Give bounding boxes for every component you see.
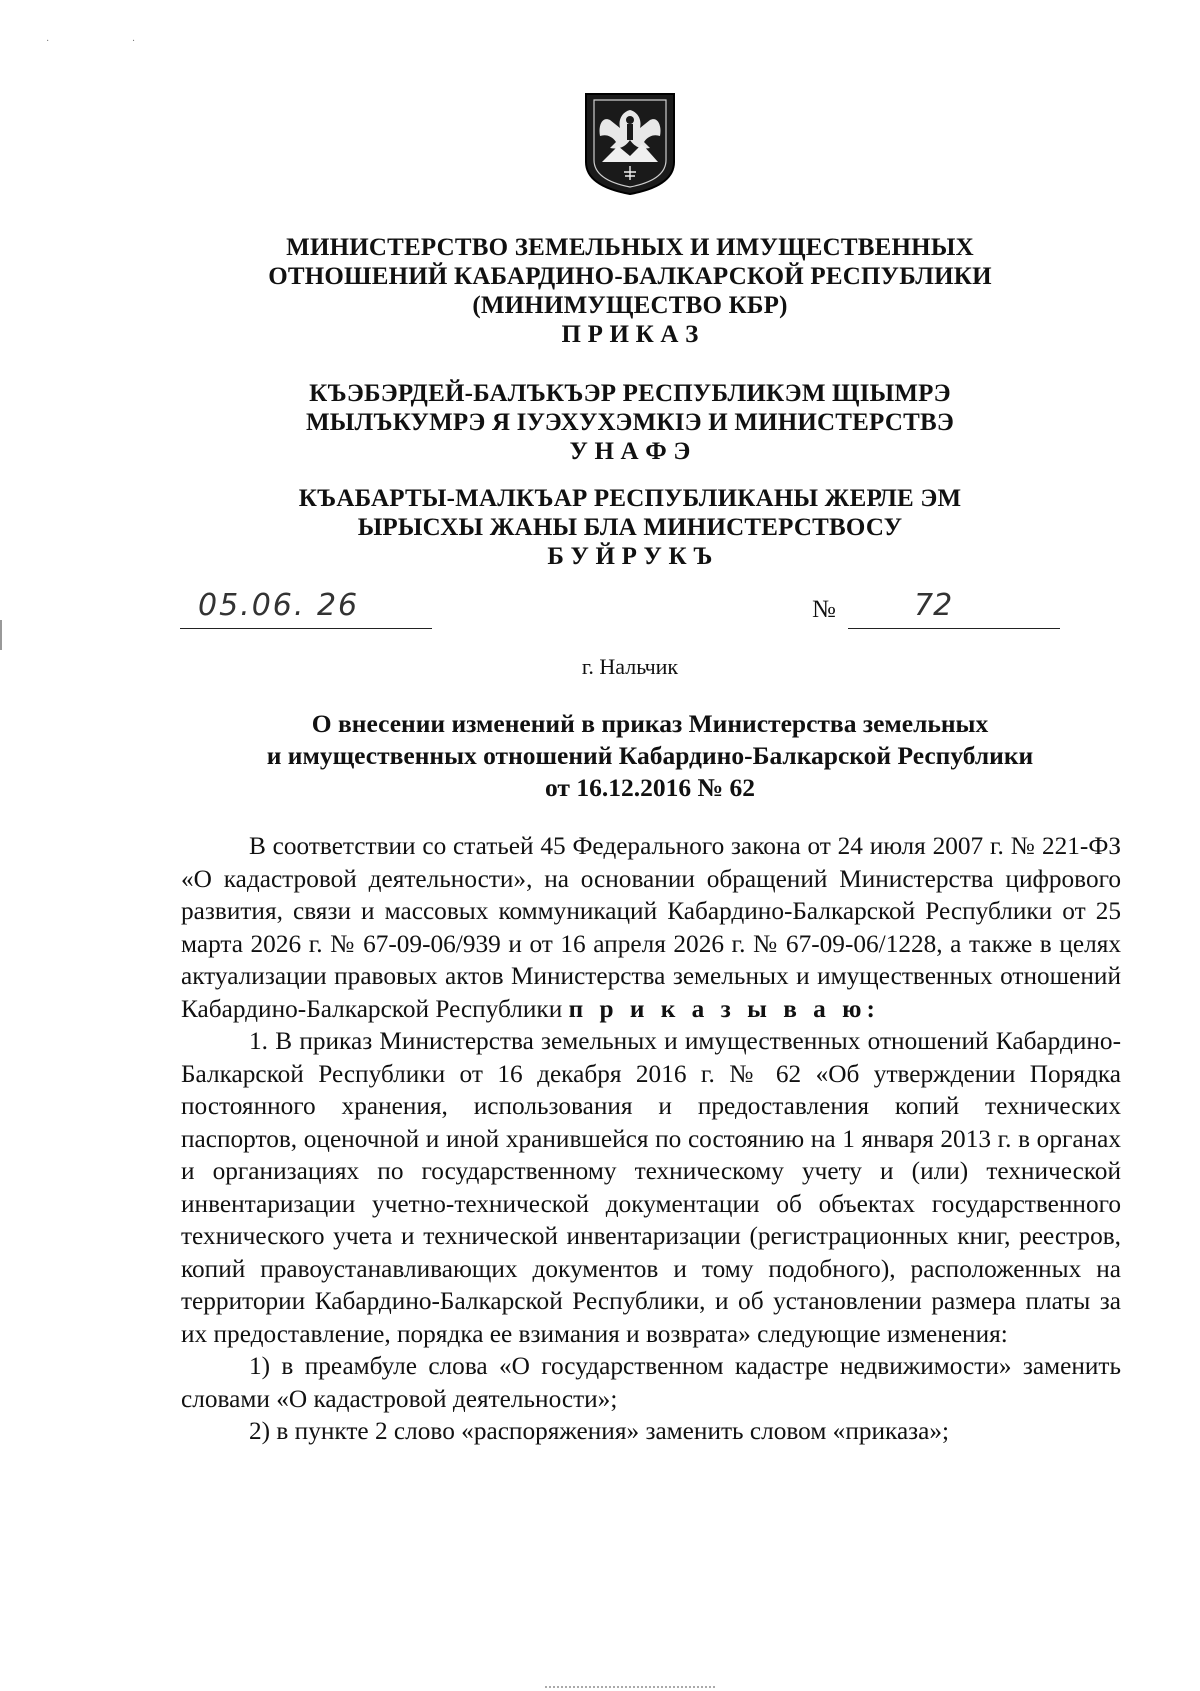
preamble-paragraph xyxy=(181,830,1121,1025)
ministry-name-line-2: ОТНОШЕНИЙ КАБАРДИНО-БАЛКАРСКОЙ РЕСПУБЛИКИ xyxy=(268,263,992,290)
city: г. Нальчик xyxy=(581,654,679,679)
ministry-name-krc-line-2: ЫРЫСХЫ ЖАНЫ БЛА МИНИСТЕРСТВОСУ xyxy=(357,514,903,541)
title-line-3: от 16.12.2016 № 62 xyxy=(545,773,755,802)
coat-of-arms-icon xyxy=(580,90,680,196)
number-field xyxy=(848,588,1060,629)
header-ministry-ru xyxy=(0,233,1200,349)
title-line-2: и имущественных отношений Кабардино-Балкарской Республики xyxy=(266,741,1034,770)
sub-item-2-paragraph: 2) в пункте 2 слово «распоряжения» заменить словом «приказа»; xyxy=(249,1417,950,1445)
preamble-text: В соответствии со статьей 45 Федерального закона от 24 июля 2007 г. № 221-ФЗ «О кадастровой деятельности», на основании обращений Министерства цифрового развития, связи и массовых коммуникаций Кабардино-Балкарской Республики от 25 марта 2026 г. № 67-09-06/939 и от 16 апреля 2026 г. № 67-09-06/1228, а также в целях актуализации правовых актов Министерства земельных и имущественных отношений Кабардино-Балкарской Республики xyxy=(181,832,1121,1023)
number-label: № xyxy=(812,596,836,623)
sub-item-1-paragraph: 1) в преамбуле слова «О государственном кадастре недвижимости» заменить словами «О кадастровой деятельности»; xyxy=(181,1352,1121,1413)
ministry-name-kbd-line-2: МЫЛЪКУМРЭ Я IУЭХУХЭМКIЭ И МИНИСТЕРСТВЭ xyxy=(306,409,954,436)
ministry-name-krc-line-1: КЪАБАРТЫ-МАЛКЪАР РЕСПУБЛИКАНЫ ЖЕРЛЕ ЭМ xyxy=(298,485,962,512)
header-ministry-kbd xyxy=(0,379,1200,466)
document-body xyxy=(181,830,1121,1448)
doc-type-krc: Б У Й Р У К Ъ xyxy=(547,543,713,570)
header-ministry-krc xyxy=(0,484,1200,571)
document-title xyxy=(0,708,1200,804)
item-1-paragraph: 1. В приказ Министерства земельных и имущественных отношений Кабардино-Балкарской Республики от 16 декабря 2016 г. № 62 «Об утверждении Порядка постоянного хранения, использования и предоставления копий технических паспортов, оценочной и иной хранившейся по состоянию на 1 января 2013 г. в органах и организациях по государственному техническому учету и (или) технической инвентаризации учетно-технической документации об объектах государственного технического учета и технической инвентаризации (регистрационных книг, реестров, копий правоустанавливающих документов и тому подобного), расположенных на территории Кабардино-Балкарской Республики, и об установлении размера платы за их предоставление, порядка ее взимания и возврата» следующие изменения: xyxy=(181,1027,1121,1348)
order-word: п р и к а з ы в а ю: xyxy=(568,994,880,1023)
ministry-name-line-1: МИНИСТЕРСТВО ЗЕМЕЛЬНЫХ И ИМУЩЕСТВЕННЫХ xyxy=(286,234,974,261)
date-number-row xyxy=(0,588,1200,634)
handwritten-number: 72 xyxy=(914,588,953,623)
doc-type-ru: П Р И К А З xyxy=(561,321,699,348)
scan-artifact-bottom xyxy=(545,1684,715,1688)
date-field xyxy=(180,588,432,629)
title-line-1: О внесении изменений в приказ Министерства земельных xyxy=(311,709,989,738)
doc-type-kbd: У Н А Ф Э xyxy=(569,438,691,465)
ministry-short-name: (МИНИМУЩЕСТВО КБР) xyxy=(472,292,788,319)
ministry-name-kbd-line-1: КЪЭБЭРДЕЙ-БАЛЪКЪЭР РЕСПУБЛИКЭМ ЩIЫМРЭ xyxy=(309,380,951,407)
scan-artifact: · · xyxy=(46,36,176,47)
handwritten-date: 05.06. 26 xyxy=(198,588,360,623)
